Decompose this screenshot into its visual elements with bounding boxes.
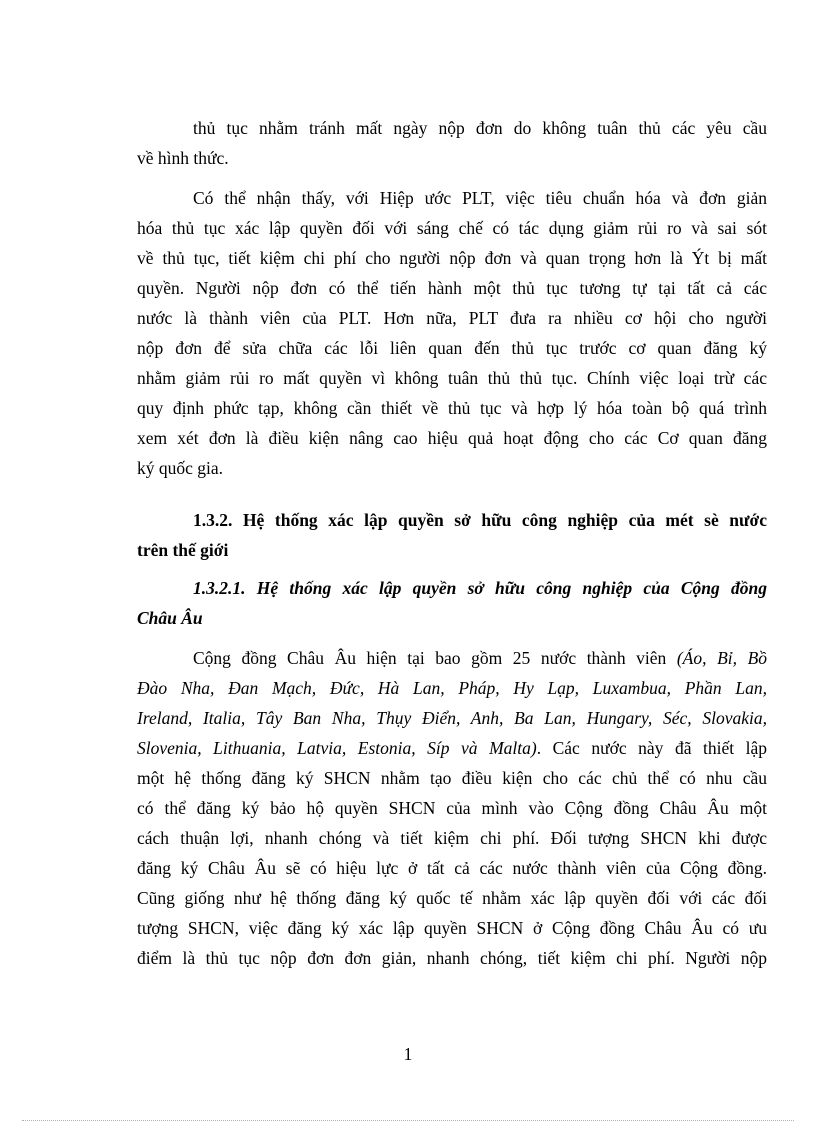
text-run: Cộng đồng Châu Âu hiện tại bao gồm 25 nước thành viên: [193, 648, 677, 668]
text-run: (Áo, Bỉ, Bồ: [676, 648, 768, 668]
text-line: Ireland, Italia, Tây Ban Nha, Thụy Điển, Anh, Ba Lan, Hungary, Séc, Slovakia,: [137, 708, 767, 728]
text-line: quyền. Người nộp đơn có thể tiến hành một thủ tục tương tự tại tất cả các: [137, 278, 767, 298]
text-line: Có thể nhận thấy, với Hiệp ước PLT, việc tiêu chuẩn hóa và đơn giản: [193, 188, 767, 208]
text-line: nước là thành viên của PLT. Hơn nữa, PLT đưa ra nhiều cơ hội cho người: [137, 308, 767, 328]
text-line: tượng SHCN, việc đăng ký xác lập quyền SHCN ở Cộng đồng Châu Âu có ưu: [137, 918, 767, 938]
text-line: cách thuận lợi, nhanh chóng và tiết kiệm chi phí. Đối tượng SHCN khi được: [137, 828, 767, 848]
text-run: Slovenia, Lithuania, Latvia, Estonia, Síp và Malta): [137, 738, 537, 758]
text-line: có thể đăng ký bảo hộ quyền SHCN của mình vào Cộng đồng Châu Âu một: [137, 798, 767, 818]
text-line: một hệ thống đăng ký SHCN nhằm tạo điều kiện cho các chủ thể có nhu cầu: [137, 768, 767, 788]
text-line: hóa thủ tục xác lập quyền đối với sáng chế có tác dụng giảm rủi ro và sai sót: [137, 218, 767, 238]
text-line: [137, 734, 767, 762]
text-line: điểm là thủ tục nộp đơn đơn giản, nhanh chóng, tiết kiệm chi phí. Người nộp: [137, 948, 767, 968]
text-line: nhằm giảm rủi ro mất quyền vì không tuân thủ thủ tục. Chính việc loại trừ các: [137, 368, 767, 388]
page-bottom-border: [22, 1120, 794, 1121]
text-run: . Các nước này đã thiết lập: [536, 738, 767, 758]
text-line: [193, 644, 767, 672]
text-line: quy định phức tạp, không cần thiết về thủ tục và hợp lý hóa toàn bộ quá trình: [137, 398, 767, 418]
text-line: nộp đơn để sửa chữa các lỗi liên quan đến thủ tục trước cơ quan đăng ký: [137, 338, 767, 358]
subsection-heading: Châu Âu: [137, 608, 203, 628]
text-line: Cũng giống như hệ thống đăng ký quốc tế nhằm xác lập quyền đối với các đối: [137, 888, 767, 908]
text-line: ký quốc gia.: [137, 458, 224, 478]
text-line: về thủ tục, tiết kiệm chi phí cho người nộp đơn và quan trọng hơn là Ýt bị mất: [137, 248, 767, 268]
text-line: về hình thức.: [137, 148, 229, 168]
text-line: Đào Nha, Đan Mạch, Đức, Hà Lan, Pháp, Hy Lạp, Luxambua, Phần Lan,: [137, 678, 767, 698]
section-heading: trên thế giới: [137, 540, 229, 560]
text-line: xem xét đơn là điều kiện nâng cao hiệu quả hoạt động cho các Cơ quan đăng: [137, 428, 767, 448]
text-line: thủ tục nhằm tránh mất ngày nộp đơn do không tuân thủ các yêu cầu: [193, 118, 767, 138]
page-number: 1: [403, 1044, 413, 1064]
subsection-heading: 1.3.2.1. Hệ thống xác lập quyền sở hữu công nghiệp của Cộng đồng: [193, 578, 767, 598]
text-line: đăng ký Châu Âu sẽ có hiệu lực ở tất cả các nước thành viên của Cộng đồng.: [137, 858, 767, 878]
section-heading: 1.3.2. Hệ thống xác lập quyền sở hữu công nghiệp của mét sè nước: [193, 510, 767, 530]
